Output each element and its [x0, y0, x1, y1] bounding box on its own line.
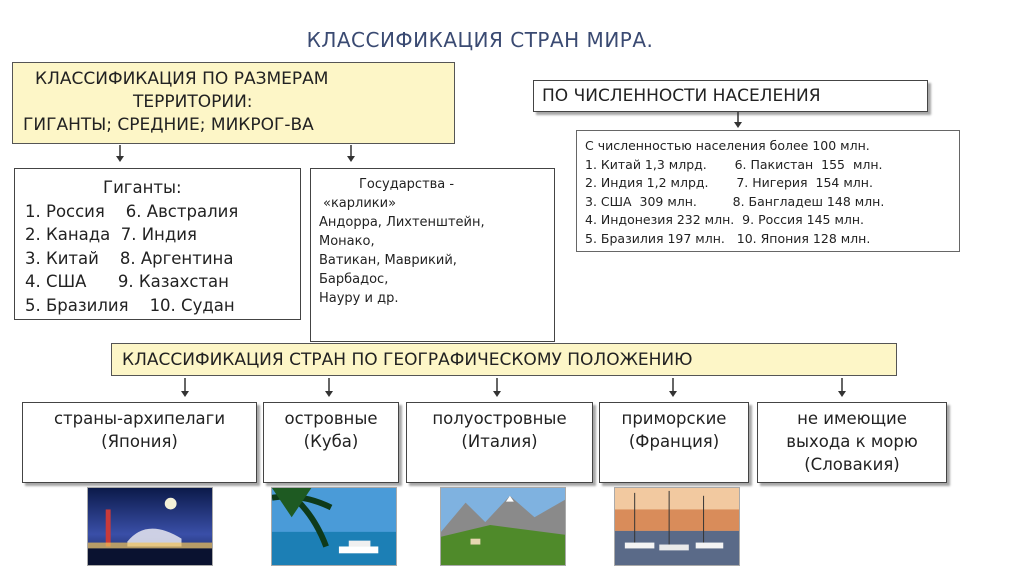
category-line: приморские	[621, 409, 727, 428]
population-row: 3. США 309 млн. 8. Бангладеш 148 млн.	[585, 193, 885, 209]
population-row: 4. Индонезия 232 млн. 9. Россия 145 млн.	[585, 212, 865, 227]
micro-line: Государства -	[359, 177, 455, 192]
category-line: выхода к морю	[786, 432, 918, 451]
category-line: (Куба)	[303, 432, 359, 451]
harbor-yachts-photo	[614, 487, 740, 566]
category-line: (Словакия)	[804, 455, 900, 474]
category-line: островные	[284, 409, 378, 428]
micro-line: Андорра, Лихтенштейн,	[319, 215, 485, 230]
population-list-box	[576, 130, 960, 252]
category-coastal-box	[599, 402, 749, 483]
arrow-down-icon	[731, 112, 745, 129]
territory-line-2: ТЕРРИТОРИИ:	[133, 92, 253, 112]
geo-classification-box	[111, 343, 897, 376]
giants-list-box	[14, 168, 301, 320]
micro-line: Ватикан, Маврикий,	[319, 253, 457, 268]
population-row: 5. Бразилия 197 млн. 10. Япония 128 млн.	[585, 230, 871, 246]
population-label: ПО ЧИСЛЕННОСТИ НАСЕЛЕНИЯ	[542, 86, 821, 106]
category-line: (Франция)	[628, 432, 720, 451]
micro-line: «карлики»	[323, 196, 397, 211]
category-line: полуостровные	[432, 409, 567, 428]
category-line: (Япония)	[101, 432, 178, 451]
arrow-down-icon	[113, 145, 127, 163]
population-row: 2. Индия 1,2 млрд. 7. Нигерия 154 млн.	[585, 175, 873, 190]
arrow-down-icon	[344, 145, 358, 163]
territory-line-3: ГИГАНТЫ; СРЕДНИЕ; МИКРОГ-ВА	[23, 115, 314, 135]
geo-label: КЛАССИФИКАЦИЯ СТРАН ПО ГЕОГРАФИЧЕСКОМУ ПОЛОЖЕНИЮ	[122, 350, 693, 370]
page-title: КЛАССИФИКАЦИЯ СТРАН МИРА.	[306, 28, 654, 52]
arrow-down-icon	[490, 378, 504, 398]
category-landlocked-box	[757, 402, 947, 483]
giants-row: 2. Канада 7. Индия	[25, 225, 197, 244]
arrow-down-icon	[835, 378, 849, 398]
category-island-box	[263, 402, 399, 483]
category-line: страны-архипелаги	[53, 409, 226, 428]
population-row: 1. Китай 1,3 млрд. 6. Пакистан 155 млн.	[585, 156, 883, 172]
population-classification-box	[533, 80, 928, 112]
territory-line-1: КЛАССИФИКАЦИЯ ПО РАЗМЕРАМ	[35, 69, 329, 89]
category-line: не имеющие	[797, 409, 907, 428]
mountain-landscape-photo	[440, 487, 566, 566]
tropical-beach-photo	[271, 487, 397, 566]
giants-row: 1. Россия 6. Австралия	[25, 201, 239, 221]
giants-heading: Гиганты:	[103, 178, 182, 197]
arrow-down-icon	[666, 378, 680, 398]
arrow-down-icon	[178, 378, 192, 398]
micro-line: Науру и др.	[319, 291, 399, 306]
category-line: (Италия)	[461, 432, 538, 451]
micro-line: Барбадос,	[319, 272, 389, 287]
micro-line: Монако,	[319, 234, 375, 249]
giants-row: 3. Китай 8. Аргентина	[25, 248, 234, 268]
giants-row: 5. Бразилия 10. Судан	[25, 295, 235, 315]
category-peninsula-box	[406, 402, 593, 483]
territory-classification-box	[12, 62, 455, 144]
population-list-heading: С численностью населения более 100 млн.	[585, 138, 870, 153]
category-archipelago-box	[22, 402, 257, 483]
micro-states-box	[310, 168, 555, 342]
giants-row: 4. США 9. Казахстан	[25, 272, 229, 291]
night-city-photo	[87, 487, 213, 566]
arrow-down-icon	[322, 378, 336, 398]
